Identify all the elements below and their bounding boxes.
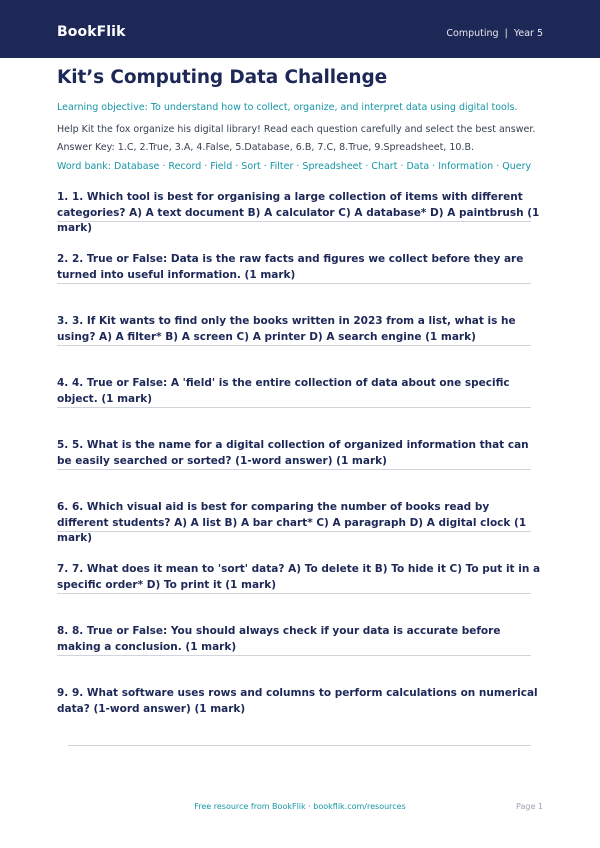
- question-text: 8. 8. True or False: You should always check if your data is accurate before making a conclusion. (1 mark): [57, 625, 501, 653]
- question-item: [57, 252, 543, 314]
- answer-line: [57, 593, 531, 594]
- question-item: [57, 624, 543, 686]
- question-text: 9. 9. What software uses rows and columns to perform calculations on numerical data? (1-word answer) (1 mark): [57, 687, 538, 715]
- question-item: [57, 562, 543, 624]
- question-text: 1. 1. Which tool is best for organising a large collection of items with different categories? A) A text document B) A calculator C) A database* D) A paintbrush (1 mark): [57, 191, 540, 234]
- instructions: Help Kit the fox organize his digital library! Read each question carefully and select the best answer.: [57, 124, 536, 135]
- page-header: [0, 0, 600, 58]
- worksheet-content: [57, 67, 543, 748]
- question-item: [57, 686, 543, 748]
- answer-line: [57, 469, 531, 470]
- question-list: [57, 190, 543, 748]
- question-item: [57, 190, 543, 252]
- page-number: Page 1: [516, 802, 543, 811]
- question-item: [57, 500, 543, 562]
- brand-logo-text: BookFlik: [57, 24, 126, 40]
- learning-objective: Learning objective: To understand how to collect, organize, and interpret data using digital tools.: [57, 102, 518, 113]
- answer-line: [57, 655, 531, 656]
- answer-line: [57, 407, 531, 408]
- subject-year-label: Computing | Year 5: [446, 28, 543, 39]
- footer-credit: Free resource from BookFlik · bookflik.com/resources: [194, 802, 406, 811]
- question-text: 2. 2. True or False: Data is the raw facts and figures we collect before they are turned into useful information. (1 mark): [57, 253, 524, 281]
- question-text: 5. 5. What is the name for a digital collection of organized information that can be easily searched or sorted? (1-word answer) (1 mark): [57, 439, 529, 467]
- question-text: 4. 4. True or False: A 'field' is the entire collection of data about one specific object. (1 mark): [57, 377, 510, 405]
- answer-line: [57, 283, 531, 284]
- question-item: [57, 314, 543, 376]
- answer-line: [57, 221, 531, 222]
- answer-line: [68, 745, 531, 746]
- question-text: 3. 3. If Kit wants to find only the books written in 2023 from a list, what is he using? A) A filter* B) A screen C) A printer D) A search engine (1 mark): [57, 315, 516, 343]
- question-text: 6. 6. Which visual aid is best for comparing the number of books read by different students? A) A list B) A bar chart* C) A paragraph D) A digital clock (1 mark): [57, 501, 527, 544]
- answer-line: [57, 531, 531, 532]
- answer-key: Answer Key: 1.C, 2.True, 3.A, 4.False, 5.Database, 6.B, 7.C, 8.True, 9.Spreadsheet, 10.B.: [57, 142, 474, 153]
- answer-line: [57, 345, 531, 346]
- page-title: Kit’s Computing Data Challenge: [57, 67, 388, 88]
- question-text: 7. 7. What does it mean to 'sort' data? A) To delete it B) To hide it C) To put it in a specific order* D) To print it (1 mark): [57, 563, 541, 591]
- question-item: [57, 376, 543, 438]
- word-bank: Word bank: Database · Record · Field · Sort · Filter · Spreadsheet · Chart · Data · Information · Query: [57, 161, 532, 172]
- question-item: [57, 438, 543, 500]
